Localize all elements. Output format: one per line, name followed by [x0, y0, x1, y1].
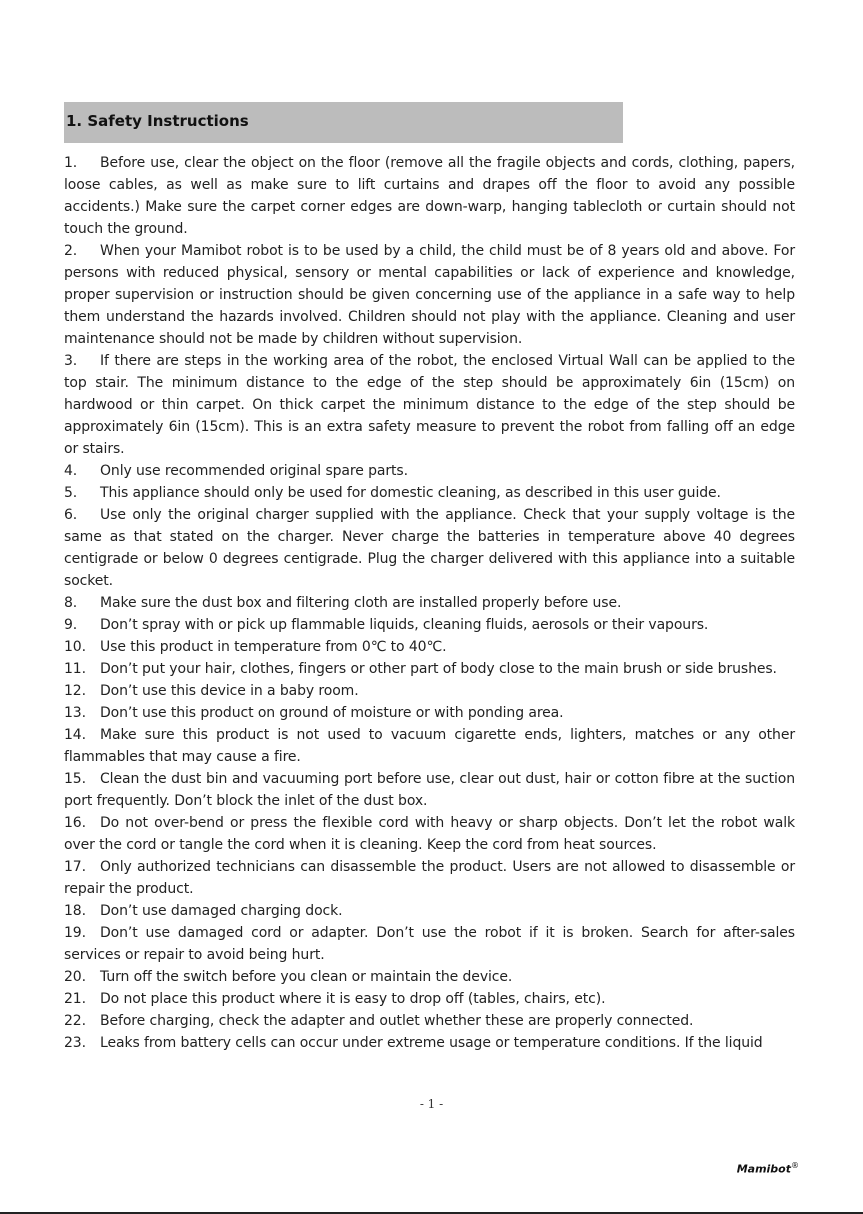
item-number: 17.	[64, 859, 86, 875]
item-number: 23.	[64, 1035, 86, 1051]
item-text: If there are steps in the working area of the robot, the enclosed Virtual Wall can be applied to the top stair. The minimum distance to the edge of the step should be approximately 6in (15cm) on hardwood or thin carpet. On thick carpet the minimum distance to the edge of the step should be approximately 6in (15cm). This is an extra safety measure to prevent the robot from falling off an edge or stairs.	[64, 353, 795, 457]
item-text: Before charging, check the adapter and outlet whether these are properly connected.	[100, 1013, 694, 1029]
section-title: 1. Safety Instructions	[66, 112, 249, 130]
item-text: Only authorized technicians can disassemble the product. Users are not allowed to disassemble or repair the product.	[64, 859, 795, 897]
item-text: Make sure this product is not used to vacuum cigarette ends, lighters, matches or any other flammables that may cause a fire.	[64, 727, 795, 765]
list-item	[64, 988, 795, 1010]
item-number: 1.	[64, 155, 78, 171]
section-header	[64, 102, 623, 143]
list-item	[64, 658, 795, 680]
brand-logo	[737, 1161, 799, 1176]
list-item	[64, 680, 795, 702]
list-item	[64, 614, 795, 636]
item-text: Make sure the dust box and filtering cloth are installed properly before use.	[100, 595, 622, 611]
item-text: Don’t spray with or pick up flammable liquids, cleaning fluids, aerosols or their vapours.	[100, 617, 709, 633]
item-number: 22.	[64, 1013, 86, 1029]
item-text: Leaks from battery cells can occur under extreme usage or temperature conditions. If the liquid	[100, 1035, 763, 1051]
item-text: Before use, clear the object on the floor (remove all the fragile objects and cords, clothing, papers, loose cables, as well as make sure to lift curtains and drapes off the floor to avoid any possible accidents.) Make sure the carpet corner edges are down-warp, hanging tablecloth or curtain should not touch the ground.	[64, 155, 795, 237]
list-item	[64, 922, 795, 966]
list-item	[64, 592, 795, 614]
list-item	[64, 812, 795, 856]
list-item	[64, 702, 795, 724]
item-number: 5.	[64, 485, 78, 501]
item-text: Clean the dust bin and vacuuming port before use, clear out dust, hair or cotton fibre at the suction port frequently. Don’t block the inlet of the dust box.	[64, 771, 795, 809]
item-number: 6.	[64, 507, 78, 523]
list-item	[64, 724, 795, 768]
item-number: 13.	[64, 705, 86, 721]
list-item	[64, 900, 795, 922]
item-text: Do not over-bend or press the flexible cord with heavy or sharp objects. Don’t let the robot walk over the cord or tangle the cord when it is cleaning. Keep the cord from heat sources.	[64, 815, 795, 853]
list-item	[64, 504, 795, 592]
registered-mark: ®	[791, 1161, 799, 1170]
item-number: 4.	[64, 463, 78, 479]
item-text: Don’t put your hair, clothes, fingers or other part of body close to the main brush or side brushes.	[100, 661, 777, 677]
item-text: When your Mamibot robot is to be used by a child, the child must be of 8 years old and above. For persons with reduced physical, sensory or mental capabilities or lack of experience and knowledge, proper supervision or instruction should be given concerning use of the appliance in a safe way to help them understand the hazards involved. Children should not play with the appliance. Cleaning and user maintenance should not be made by children without supervision.	[64, 243, 795, 347]
list-item	[64, 636, 795, 658]
safety-instructions-list	[64, 152, 795, 1054]
item-text: Use this product in temperature from 0℃ to 40℃.	[100, 639, 447, 655]
item-number: 21.	[64, 991, 86, 1007]
item-number: 19.	[64, 925, 86, 941]
list-item	[64, 966, 795, 988]
page-number: - 1 -	[419, 1097, 444, 1111]
list-item	[64, 240, 795, 350]
item-number: 20.	[64, 969, 86, 985]
item-number: 3.	[64, 353, 78, 369]
item-text: Don’t use this product on ground of moisture or with ponding area.	[100, 705, 564, 721]
item-text: This appliance should only be used for domestic cleaning, as described in this user guide.	[100, 485, 721, 501]
item-number: 14.	[64, 727, 86, 743]
list-item	[64, 460, 795, 482]
list-item	[64, 1010, 795, 1032]
item-number: 2.	[64, 243, 78, 259]
item-number: 12.	[64, 683, 86, 699]
item-number: 9.	[64, 617, 78, 633]
list-item	[64, 152, 795, 240]
brand-name: Mamibot	[736, 1162, 791, 1176]
item-text: Use only the original charger supplied with the appliance. Check that your supply voltage is the same as that stated on the charger. Never charge the batteries in temperature above 40 degrees centigrade or below 0 degrees centigrade. Plug the charger delivered with this appliance into a suitable socket.	[64, 507, 795, 589]
list-item	[64, 856, 795, 900]
item-number: 10.	[64, 639, 86, 655]
item-text: Turn off the switch before you clean or maintain the device.	[100, 969, 513, 985]
item-text: Don’t use this device in a baby room.	[100, 683, 359, 699]
item-number: 11.	[64, 661, 86, 677]
item-text: Don’t use damaged cord or adapter. Don’t use the robot if it is broken. Search for after-sales services or repair to avoid being hurt.	[64, 925, 795, 963]
list-item	[64, 1032, 795, 1054]
list-item	[64, 482, 795, 504]
list-item	[64, 350, 795, 460]
item-number: 8.	[64, 595, 78, 611]
item-text: Only use recommended original spare parts.	[100, 463, 408, 479]
item-number: 16.	[64, 815, 86, 831]
item-number: 18.	[64, 903, 86, 919]
item-text: Do not place this product where it is easy to drop off (tables, chairs, etc).	[100, 991, 606, 1007]
item-text: Don’t use damaged charging dock.	[100, 903, 343, 919]
list-item	[64, 768, 795, 812]
item-number: 15.	[64, 771, 86, 787]
